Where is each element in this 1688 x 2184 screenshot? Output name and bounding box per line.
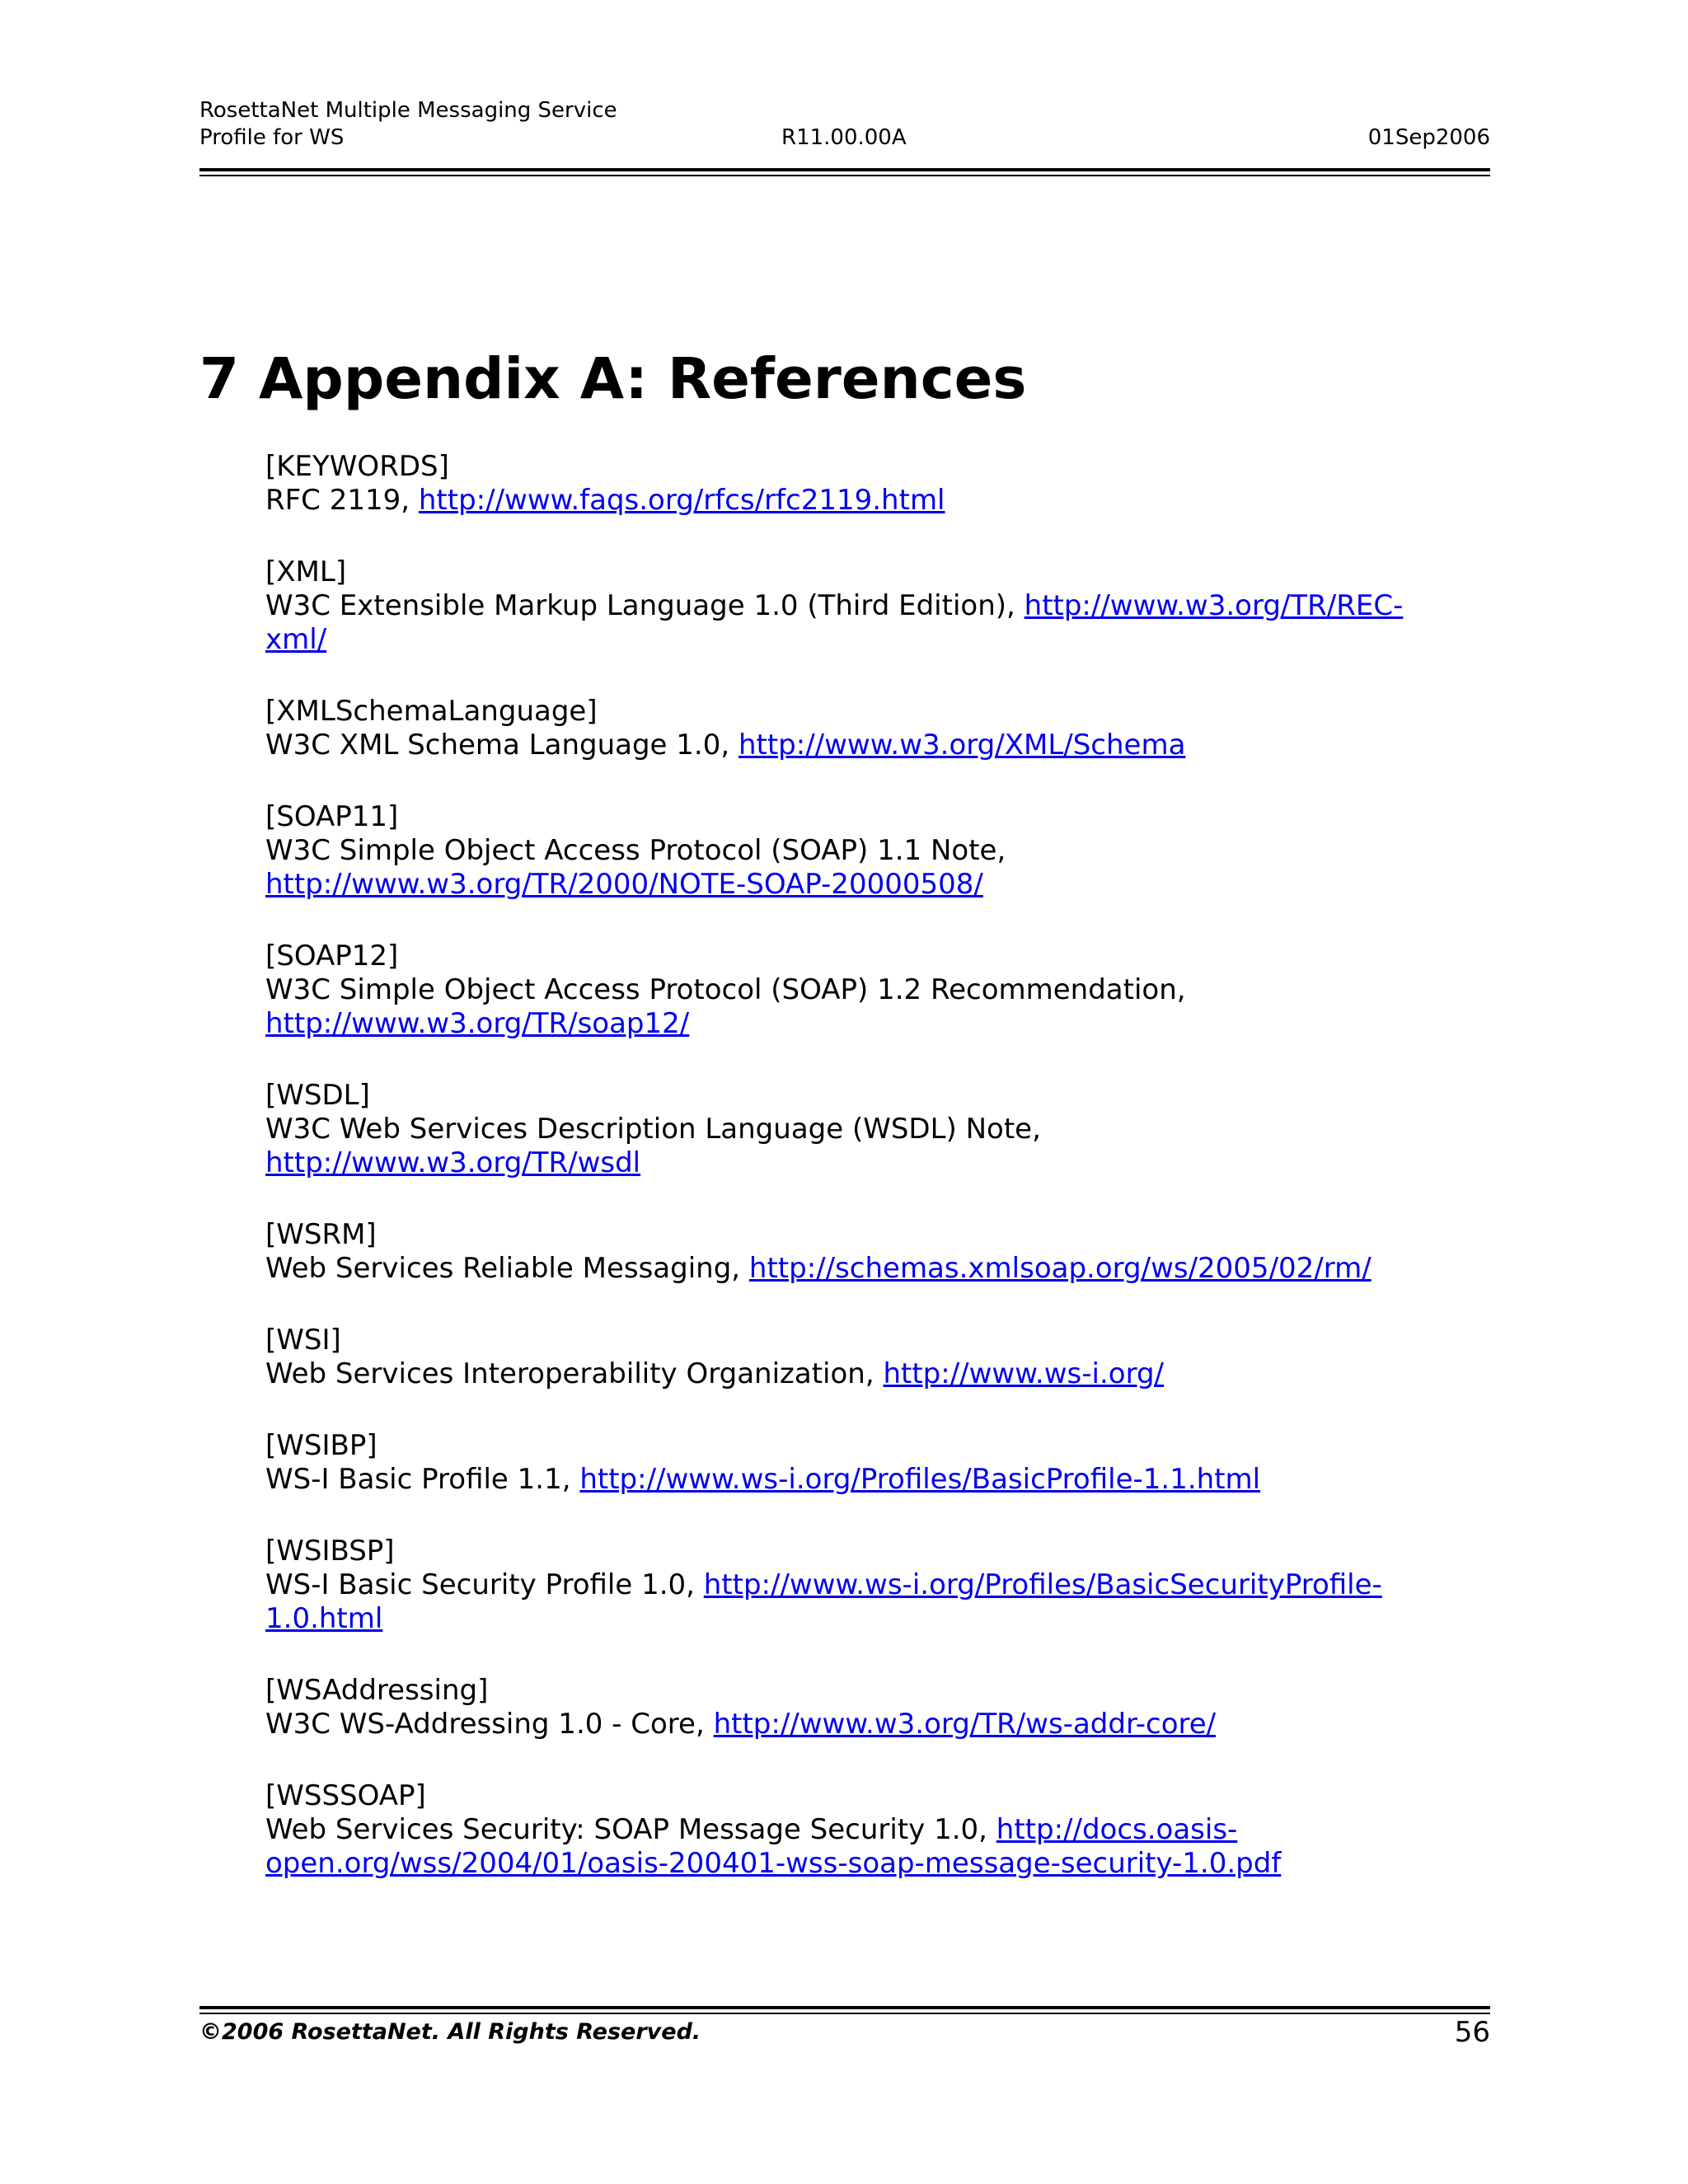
reference-entry	[265, 1535, 1452, 1636]
reference-key: [SOAP12]	[265, 940, 399, 972]
reference-entry	[265, 1324, 1452, 1391]
reference-key: [WSIBP]	[265, 1429, 377, 1462]
reference-description: Web Services Reliable Messaging,	[265, 1252, 749, 1285]
reference-entry	[265, 695, 1452, 762]
reference-link[interactable]: http://www.ws-i.org/	[883, 1357, 1164, 1390]
reference-link[interactable]: http://www.w3.org/XML/Schema	[738, 729, 1186, 762]
reference-description: RFC 2119,	[265, 484, 419, 517]
header-divider	[199, 168, 1490, 176]
reference-description: W3C WS-Addressing 1.0 - Core,	[265, 1708, 714, 1741]
reference-key: [XML]	[265, 555, 347, 588]
reference-description: W3C Web Services Description Language (WSDL) Note,	[265, 1113, 1041, 1146]
page-footer	[199, 2016, 1490, 2049]
reference-description: Web Services Interoperability Organization,	[265, 1357, 884, 1390]
reference-description: W3C XML Schema Language 1.0,	[265, 729, 738, 762]
reference-key: [WSSSOAP]	[265, 1779, 426, 1812]
reference-key: [WSRM]	[265, 1218, 377, 1251]
reference-link[interactable]: http://schemas.xmlsoap.org/ws/2005/02/rm/	[748, 1252, 1372, 1285]
reference-entry	[265, 800, 1452, 902]
footer-divider	[199, 2006, 1490, 2014]
reference-description: WS-I Basic Profile 1.1,	[265, 1463, 580, 1496]
reference-link[interactable]: http://www.w3.org/TR/2000/NOTE-SOAP-20000508/	[265, 868, 983, 901]
reference-link[interactable]: http://www.w3.org/TR/ws-addr-core/	[713, 1708, 1217, 1741]
reference-entry	[265, 1674, 1452, 1741]
reference-key: [KEYWORDS]	[265, 450, 449, 483]
reference-key: [XMLSchemaLanguage]	[265, 695, 598, 728]
reference-link[interactable]: http://www.faqs.org/rfcs/rfc2119.html	[418, 484, 945, 517]
reference-key: [WSAddressing]	[265, 1674, 489, 1707]
reference-entry	[265, 1218, 1452, 1286]
reference-key: [WSIBSP]	[265, 1535, 395, 1568]
reference-link[interactable]: http://www.ws-i.org/Profiles/BasicSecurityProfile-1.0.html	[265, 1568, 1382, 1635]
header-title-line1: RosettaNet Multiple Messaging Service	[199, 98, 617, 123]
reference-list	[265, 450, 1452, 1919]
reference-entry	[265, 555, 1452, 657]
reference-entry	[265, 1079, 1452, 1180]
reference-key: [WSDL]	[265, 1079, 370, 1112]
reference-description: WS-I Basic Security Profile 1.0,	[265, 1568, 704, 1601]
reference-entry	[265, 940, 1452, 1041]
reference-link[interactable]: http://www.w3.org/TR/soap12/	[265, 1007, 690, 1040]
reference-link[interactable]: http://www.ws-i.org/Profiles/BasicProfile-1.1.html	[579, 1463, 1261, 1496]
header-version: R11.00.00A	[781, 125, 907, 150]
copyright-notice: ©2006 RosettaNet. All Rights Reserved.	[199, 2019, 701, 2045]
reference-description: W3C Extensible Markup Language 1.0 (Third Edition),	[265, 589, 1025, 622]
reference-description: W3C Simple Object Access Protocol (SOAP) 1.1 Note,	[265, 834, 1006, 867]
reference-key: [SOAP11]	[265, 800, 399, 833]
reference-entry	[265, 1779, 1452, 1881]
page-number: 56	[1454, 2016, 1490, 2049]
reference-description: W3C Simple Object Access Protocol (SOAP) 1.2 Recommendation,	[265, 973, 1186, 1006]
reference-entry	[265, 450, 1452, 518]
chapter-title: 7 Appendix A: References	[199, 346, 1027, 412]
header-title-line2: Profile for WS	[199, 125, 345, 150]
page-header	[199, 97, 1490, 152]
reference-entry	[265, 1429, 1452, 1497]
reference-link[interactable]: http://www.w3.org/TR/wsdl	[265, 1146, 641, 1179]
reference-link[interactable]: http://www.w3.org/TR/REC-xml/	[265, 589, 1404, 656]
reference-description: Web Services Security: SOAP Message Security 1.0,	[265, 1813, 996, 1846]
reference-link[interactable]: http://docs.oasis-open.org/wss/2004/01/oasis-200401-wss-soap-message-security-1.0.pdf	[265, 1813, 1282, 1880]
header-date: 01Sep2006	[1367, 125, 1490, 150]
reference-key: [WSI]	[265, 1324, 341, 1357]
